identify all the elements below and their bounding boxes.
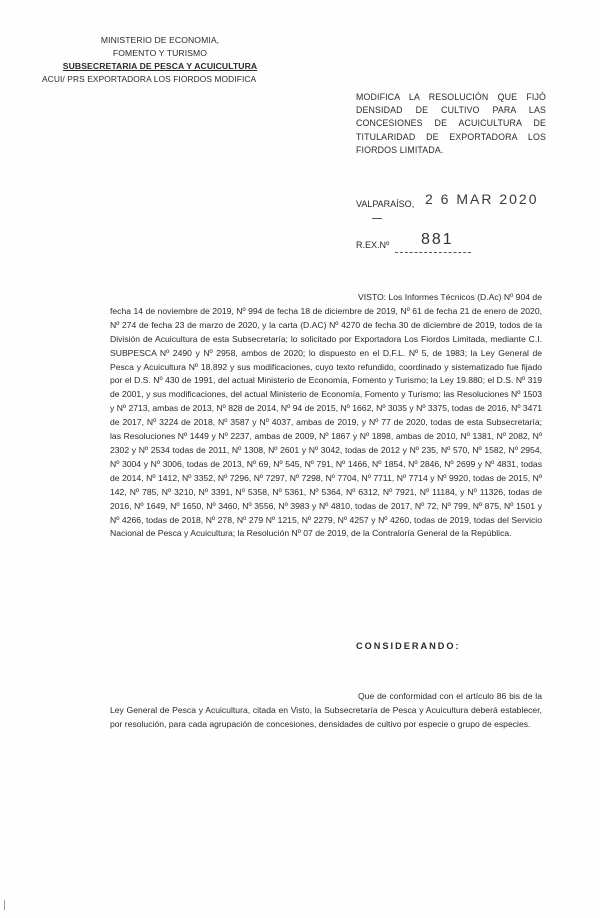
resolution-subject: MODIFICA LA RESOLUCIÓN QUE FIJÓ DENSIDAD DE CULTIVO PARA LAS CONCESIONES DE ACUICULTURA DE TITULARIDAD DE EXPORTADORA LOS FIORDOS LIMITADA. [356, 92, 546, 155]
resolution-number: 881 [421, 231, 454, 248]
resolution-number-label: R.EX.Nº [356, 240, 390, 250]
subsecretaria-name: SUBSECRETARIA DE PESCA Y ACUICULTURA [62, 61, 258, 71]
ministry-name: MINISTERIO DE ECONOMIA, [100, 35, 220, 45]
ministry-subtitle: FOMENTO Y TURISMO [112, 48, 208, 58]
resolution-number-line [395, 252, 471, 253]
date-stamp: 2 6 MAR 2020 [425, 191, 539, 207]
place-label: VALPARAÍSO, [356, 199, 415, 209]
visto-paragraph: VISTO: Los Informes Técnicos (D.Ac) Nº 904 de fecha 14 de noviembre de 2019, Nº 994 de fecha 18 de diciembre de 2019, Nº 61 de fecha 21 de enero de 2020, Nº 274 de fecha 23 de marzo de 2020, y la carta (D.AC) Nº 4270 de fecha 30 de diciembre de 2019, todos de la División de Acuicultura de esta Subsecretaría; lo solicitado por Exportadora Los Fiordos Limitada, mediante C.I. SUBPESCA Nº 2490 y Nº 2958, ambos de 2020; lo dispuesto en el D.F.L. Nº 5, de 1983; la Ley General de Pesca y Acuicultura Nº 18.892 y sus modificaciones, cuyo texto refundido, coordinado y sistematizado fue fijado por el D.S. Nº 430 de 1991, del actual Ministerio de Economía, Fomento y Turismo; la Ley 19.880; el D.S. Nº 319 de 2001, y sus modificaciones, del actual Ministerio de Economía, Fomento y Turismo; las Resoluciones Nº 1503 y Nº 2713, ambas de 2013, Nº 828 de 2014, Nº 94 de 2015, Nº 1662, Nº 3035 y Nº 3375, todas de 2016, Nº 3471 de 2017, Nº 3224 de 2018, Nº 3587 y Nº 4037, ambas de 2019, y Nº 77 de 2020, todas de esta Subsecretaría; las Resoluciones Nº 1449 y Nº 2237, ambas de 2009, Nº 1867 y Nº 1898, ambas de 2010, Nº 1381, Nº 2082, Nº 2302 y Nº 2534 todas de 2011, Nº 1308, Nº 2601 y Nº 3042, todas de 2012 y Nº 235, Nº 570, Nº 1582, Nº 2954, Nº 3004 y Nº 3006, todas de 2013, Nº 69, Nº 545, Nº 791, Nº 1466, Nº 1854, Nº 2846, Nº 2699 y Nº 4831, todas de 2014, Nº 1412, Nº 3352, Nº 7296, Nº 7297, Nº 7298, Nº 7704, Nº 7711, Nº 7714 y Nº 9920, todas de 2015, Nº 142, Nº 785, Nº 3210, Nº 3391, Nº 5358, Nº 5361, Nº 5364, Nº 6312, Nº 7921, Nº 11184, y Nº 11326, todas de 2016, Nº 1649, Nº 1650, Nº 3460, Nº 3556, Nº 3983 y Nº 4810, todas de 2017, Nº 72, Nº 799, Nº 875, Nº 1501 y Nº 4266, todas de 2018, Nº 278, Nº 279 Nº 1215, Nº 2279, Nº 4257 y Nº 4260, todas de 2019, todas del Servicio Nacional de Pesca y Acuicultura; la Resolución Nº 07 de 2019, de la Contraloría General de la República. [110, 292, 542, 539]
dash-mark [372, 218, 382, 220]
letterhead [40, 34, 280, 86]
considerando-heading: CONSIDERANDO: [356, 641, 461, 651]
considerando-paragraph-1: Que de conformidad con el artículo 86 bis de la Ley General de Pesca y Acuicultura, citada en Visto, la Subsecretaría de Pesca y Acuicultura deberá establecer, por resolución, para cada agrupación de concesiones, densidades de cultivo por especie o grupo de especies. [110, 691, 542, 729]
scan-edge-mark [4, 900, 11, 910]
reference-code: ACUI/ PRS EXPORTADORA LOS FIORDOS MODIFICA [42, 74, 257, 84]
